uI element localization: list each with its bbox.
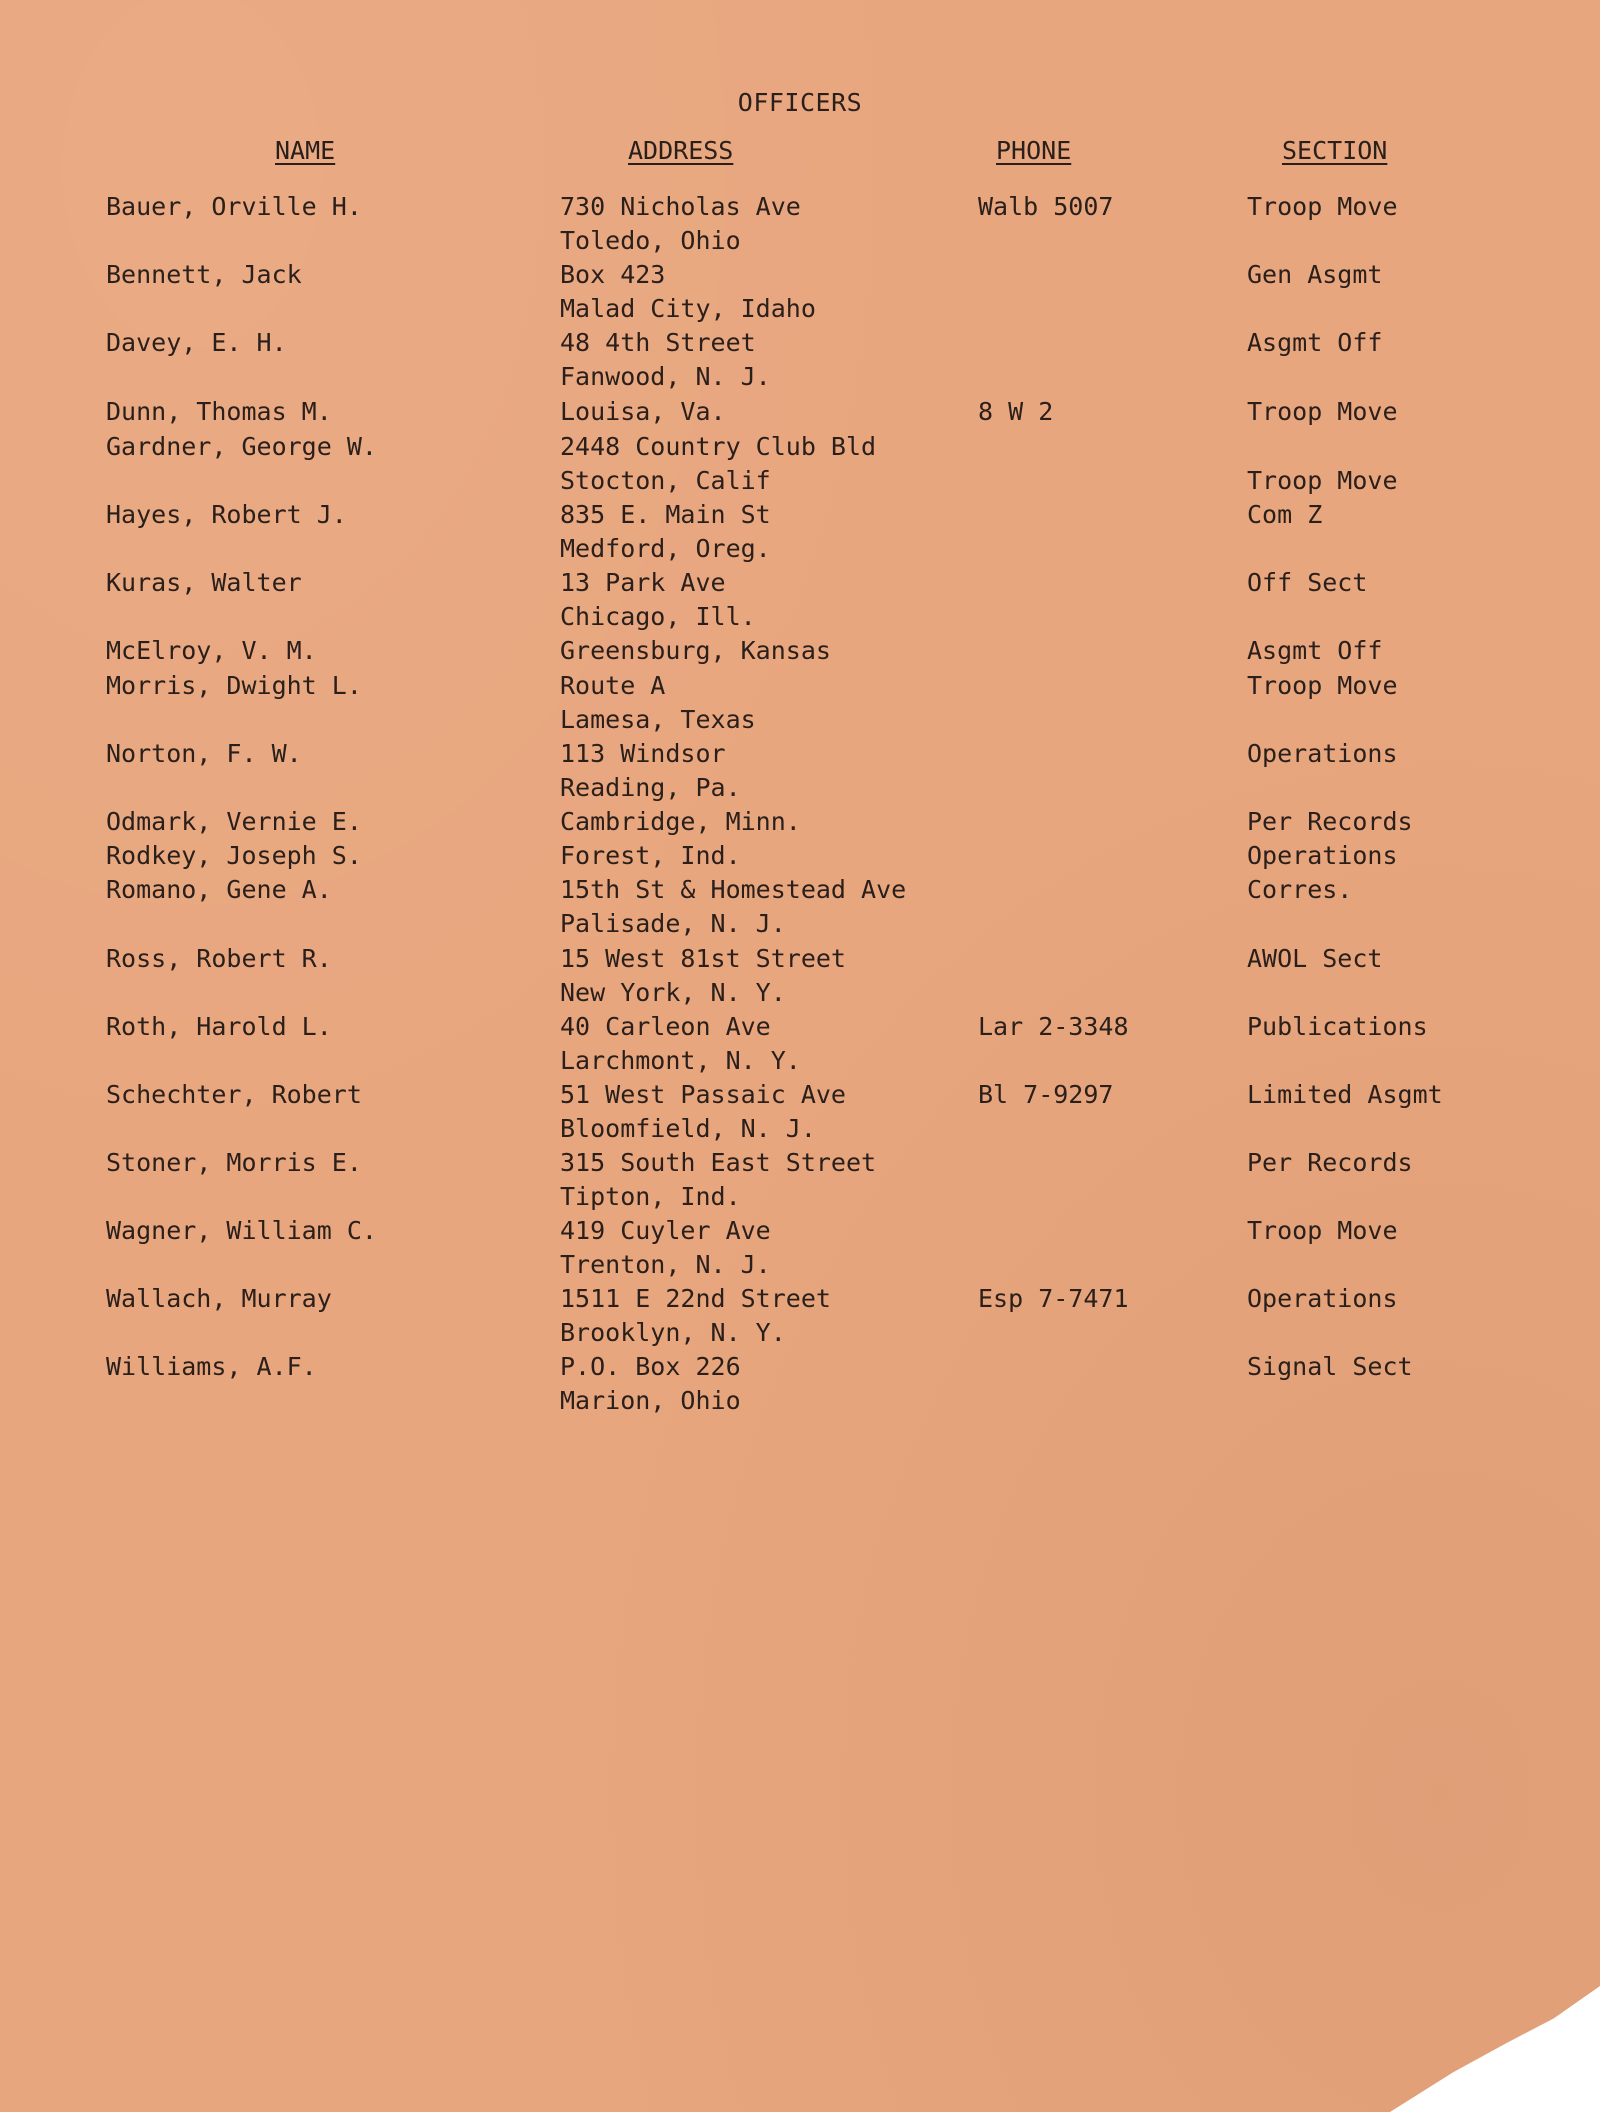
officer-name: Roth, Harold L. <box>106 1012 332 1041</box>
officer-address-line: 13 Park Ave <box>560 568 726 597</box>
officer-address-line: 51 West Passaic Ave <box>560 1080 846 1109</box>
officer-name: Bauer, Orville H. <box>106 192 362 221</box>
officer-section: Asgmt Off <box>1247 328 1383 357</box>
officer-address-line: Palisade, N. J. <box>560 909 786 938</box>
officer-section: Per Records <box>1247 1148 1413 1177</box>
torn-corner <box>1390 1932 1600 2112</box>
officer-name: Williams, A.F. <box>106 1352 317 1381</box>
officer-address-line: Malad City, Idaho <box>560 294 816 323</box>
officer-address-line: Louisa, Va. <box>560 397 726 426</box>
officer-name: Hayes, Robert J. <box>106 500 347 529</box>
officer-section: Signal Sect <box>1247 1352 1413 1381</box>
officer-name: Bennett, Jack <box>106 260 302 289</box>
officer-name: Gardner, George W. <box>106 432 377 461</box>
officer-name: Schechter, Robert <box>106 1080 362 1109</box>
officer-name: Davey, E. H. <box>106 328 287 357</box>
officer-address-line: 15 West 81st Street <box>560 944 846 973</box>
officer-section: Troop Move <box>1247 192 1398 221</box>
officer-address-line: Greensburg, Kansas <box>560 636 831 665</box>
officer-name: McElroy, V. M. <box>106 636 317 665</box>
document-title: OFFICERS <box>737 88 863 117</box>
officer-address-line: New York, N. Y. <box>560 978 786 1007</box>
officer-section: Off Sect <box>1247 568 1368 597</box>
officer-name: Stoner, Morris E. <box>106 1148 362 1177</box>
officer-section: Troop Move <box>1247 397 1398 426</box>
officer-section: AWOL Sect <box>1247 944 1383 973</box>
officer-address-line: Bloomfield, N. J. <box>560 1114 816 1143</box>
header-name: NAME <box>275 136 336 165</box>
officer-address-line: P.O. Box 226 <box>560 1352 741 1381</box>
officer-address-line: Reading, Pa. <box>560 773 741 802</box>
officer-section: Com Z <box>1247 500 1323 529</box>
header-section: SECTION <box>1282 136 1388 165</box>
officer-address-line: 40 Carleon Ave <box>560 1012 771 1041</box>
officer-phone: 8 W 2 <box>978 397 1054 426</box>
officer-section: Operations <box>1247 1284 1398 1313</box>
officer-section: Operations <box>1247 739 1398 768</box>
header-address: ADDRESS <box>628 136 734 165</box>
officer-address-line: Cambridge, Minn. <box>560 807 801 836</box>
officer-section: Troop Move <box>1247 671 1398 700</box>
officer-address-line: Toledo, Ohio <box>560 226 741 255</box>
officer-section: Corres. <box>1247 875 1353 904</box>
officer-address-line: Chicago, Ill. <box>560 602 756 631</box>
officer-address-line: Route A <box>560 671 666 700</box>
officer-address-line: Tipton, Ind. <box>560 1182 741 1211</box>
officer-address-line: 15th St & Homestead Ave <box>560 875 907 904</box>
officer-section: Gen Asgmt <box>1247 260 1383 289</box>
header-phone: PHONE <box>996 136 1072 165</box>
officer-name: Norton, F. W. <box>106 739 302 768</box>
officer-section: Troop Move <box>1247 1216 1398 1245</box>
officer-address-line: Stocton, Calif <box>560 466 771 495</box>
officer-name: Rodkey, Joseph S. <box>106 841 362 870</box>
officer-section: Limited Asgmt <box>1247 1080 1443 1109</box>
officer-name: Kuras, Walter <box>106 568 302 597</box>
officer-name: Wallach, Murray <box>106 1284 332 1313</box>
officer-address-line: Marion, Ohio <box>560 1386 741 1415</box>
officer-address-line: Box 423 <box>560 260 666 289</box>
officer-phone: Lar 2-3348 <box>978 1012 1129 1041</box>
officer-address-line: Trenton, N. J. <box>560 1250 771 1279</box>
officer-address-line: Fanwood, N. J. <box>560 362 771 391</box>
officer-address-line: 419 Cuyler Ave <box>560 1216 771 1245</box>
officer-name: Wagner, William C. <box>106 1216 377 1245</box>
officer-address-line: Larchmont, N. Y. <box>560 1046 801 1075</box>
officer-address-line: Brooklyn, N. Y. <box>560 1318 786 1347</box>
officer-address-line: 1511 E 22nd Street <box>560 1284 831 1313</box>
officer-phone: Bl 7-9297 <box>978 1080 1114 1109</box>
officer-address-line: Medford, Oreg. <box>560 534 771 563</box>
officer-address-line: 730 Nicholas Ave <box>560 192 801 221</box>
officer-name: Ross, Robert R. <box>106 944 332 973</box>
officer-address-line: Forest, Ind. <box>560 841 741 870</box>
officer-section: Operations <box>1247 841 1398 870</box>
officer-phone: Esp 7-7471 <box>978 1284 1129 1313</box>
officer-name: Dunn, Thomas M. <box>106 397 332 426</box>
officer-name: Odmark, Vernie E. <box>106 807 362 836</box>
officer-phone: Walb 5007 <box>978 192 1114 221</box>
officer-section: Per Records <box>1247 807 1413 836</box>
officer-section: Asgmt Off <box>1247 636 1383 665</box>
officer-name: Morris, Dwight L. <box>106 671 362 700</box>
officer-address-line: 2448 Country Club Bld <box>560 432 877 461</box>
officer-section: Troop Move <box>1247 466 1398 495</box>
officer-address-line: Lamesa, Texas <box>560 705 756 734</box>
officer-address-line: 113 Windsor <box>560 739 726 768</box>
officer-section: Publications <box>1247 1012 1428 1041</box>
officer-name: Romano, Gene A. <box>106 875 332 904</box>
officer-address-line: 835 E. Main St <box>560 500 771 529</box>
officer-address-line: 48 4th Street <box>560 328 756 357</box>
officer-address-line: 315 South East Street <box>560 1148 877 1177</box>
